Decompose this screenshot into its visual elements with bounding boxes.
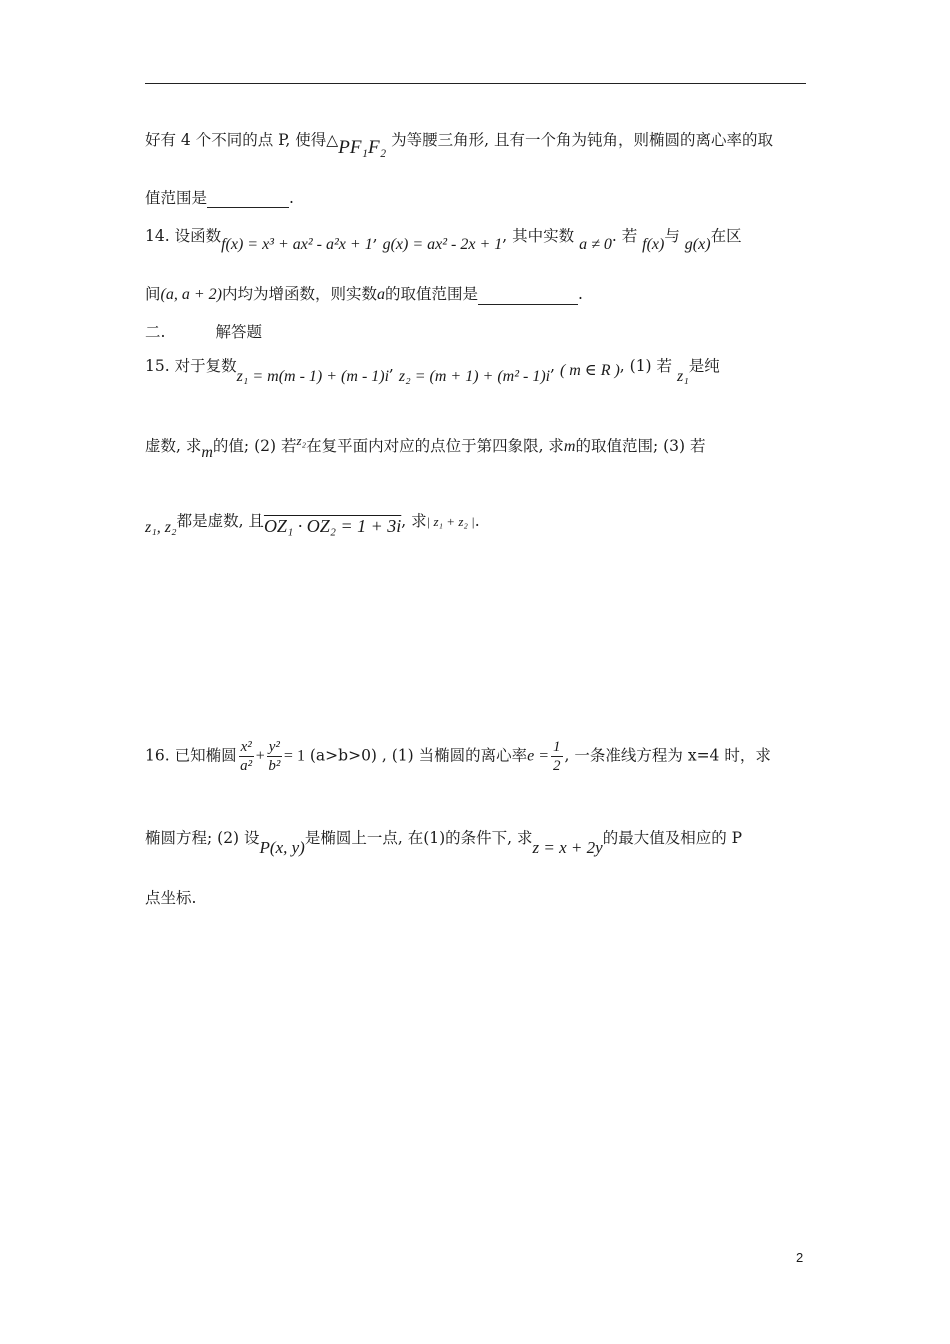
q15-part1-end: 是纯 [688, 357, 720, 375]
q15-var-m-1: m [201, 444, 213, 461]
q16-number: 16. 已知椭圆 [145, 746, 237, 765]
q15-z1-definition: z₁ = m(m - 1) + (m - 1)i [236, 368, 390, 385]
q15-text-1: 虚数, 求 [145, 437, 202, 455]
q15-z2: z₂ [296, 433, 307, 448]
q14-text-3: 在区 [710, 227, 742, 245]
q15-number: 15. 对于复数 [145, 357, 237, 375]
q16-text-5: 的最大值及相应的 P [602, 829, 743, 847]
q16-frac-half-den: 2 [553, 758, 561, 774]
q15-text-3: 在复平面内对应的点位于第四象限, 求 [306, 437, 564, 455]
q15-text-5: 都是虚数, 且 [176, 512, 264, 530]
q13-line2 [145, 188, 294, 208]
section-heading [145, 322, 262, 342]
q16-text-3: 椭圆方程; (2) 设 [145, 829, 260, 847]
q16-line1 [145, 738, 771, 788]
q16-text-2: , 一条准线方程为 x=4 时，求 [564, 746, 771, 765]
q13-text-2: 为等腰三角形, 且有一个角为钝角，则椭圆的离心率的取 [386, 131, 774, 149]
q15-abs-sum: | z₁ + z₂ | [426, 514, 475, 529]
q16-line3 [145, 888, 196, 908]
q14-gx: g(x) [684, 236, 711, 253]
q16-frac-x-den: a² [240, 758, 253, 774]
q14-period: . [578, 285, 583, 303]
q14-var-a: a [376, 286, 385, 303]
q16-line2 [145, 828, 743, 857]
q13-answer-blank [207, 191, 289, 208]
q14-g-definition: g(x) = ax² - 2x + 1 [382, 236, 503, 253]
q15-period: . [474, 512, 480, 530]
q16-frac-y-num: y² [268, 739, 280, 755]
q15-condition: ( m ∈ R ) [559, 362, 620, 379]
q16-frac-half-num: 1 [553, 739, 561, 755]
q16-equals-one: = 1 [283, 747, 305, 765]
q14-answer-blank [478, 288, 578, 305]
page-number: 2 [796, 1250, 804, 1265]
q16-frac-y [267, 738, 282, 775]
q14-text-4: 间 [145, 285, 161, 303]
q14-comma: , [372, 227, 378, 245]
q16-frac-x-num: x² [240, 739, 252, 755]
q14-text-5: 内均为增函数，则实数 [221, 285, 377, 303]
q15-sep-1: , [389, 357, 394, 375]
q16-text-1: (a>b>0) , (1) 当椭圆的离心率 [304, 746, 528, 765]
q15-line1 [145, 356, 720, 385]
q16-point-p: P(x, y) [259, 838, 305, 857]
q16-frac-x [239, 738, 254, 775]
q14-and: 与 [664, 227, 680, 245]
q16-frac-y-den: b² [268, 758, 281, 774]
q14-text-6: 的取值范围是 [384, 285, 478, 303]
q15-text-2: 的值; (2) 若 [212, 437, 297, 455]
q15-line2 [145, 433, 706, 461]
q14-text-1: , 其中实数 [502, 227, 575, 245]
q13-line1 [145, 130, 774, 158]
q14-text-2: . 若 [611, 227, 638, 245]
q16-eccentricity: e = [527, 747, 550, 765]
q14-number: 14. 设函数 [145, 227, 222, 245]
q14-line2 [145, 284, 583, 305]
q14-line1 [145, 226, 742, 253]
q15-z1: z₁ [676, 368, 689, 385]
header-rule [145, 83, 806, 84]
q13-range-label: 值范围是 [145, 189, 208, 207]
section-title: 解答题 [215, 323, 262, 341]
q13-text-1: 好有 4 个不同的点 P, 使得△ [145, 131, 339, 149]
q15-text-4: 的取值范围; (3) 若 [575, 437, 706, 455]
q14-f-definition: f(x) = x³ + ax² - a²x + 1 [221, 236, 373, 253]
q15-z1-z2: z₁, z₂ [145, 519, 177, 536]
q16-plus: + [255, 747, 265, 765]
q16-z-expression: z = x + 2y [532, 838, 603, 857]
q15-var-m-2: m [563, 438, 576, 455]
section-label: 二. [145, 323, 166, 341]
q16-frac-half [551, 738, 563, 775]
q15-part1: , (1) 若 [619, 357, 673, 375]
q13-formula-pff: PF₁F₂ [338, 137, 387, 158]
q15-text-6: , 求 [401, 512, 427, 530]
q14-fx: f(x) [642, 236, 665, 253]
q15-vector-product: OZ₁ · OZ₂ = 1 + 3i [263, 516, 402, 536]
q15-line3 [145, 510, 480, 536]
q15-sep-2: , [550, 357, 556, 375]
q16-text-4: 是椭圆上一点, 在(1)的条件下, 求 [304, 829, 533, 847]
q13-period: . [289, 189, 294, 207]
q16-text-6: 点坐标. [145, 889, 197, 907]
q14-interval: (a, a + 2) [160, 286, 222, 303]
q14-condition: a ≠ 0 [579, 236, 612, 253]
q15-z2-definition: z₂ = (m + 1) + (m² - 1)i [398, 368, 551, 385]
